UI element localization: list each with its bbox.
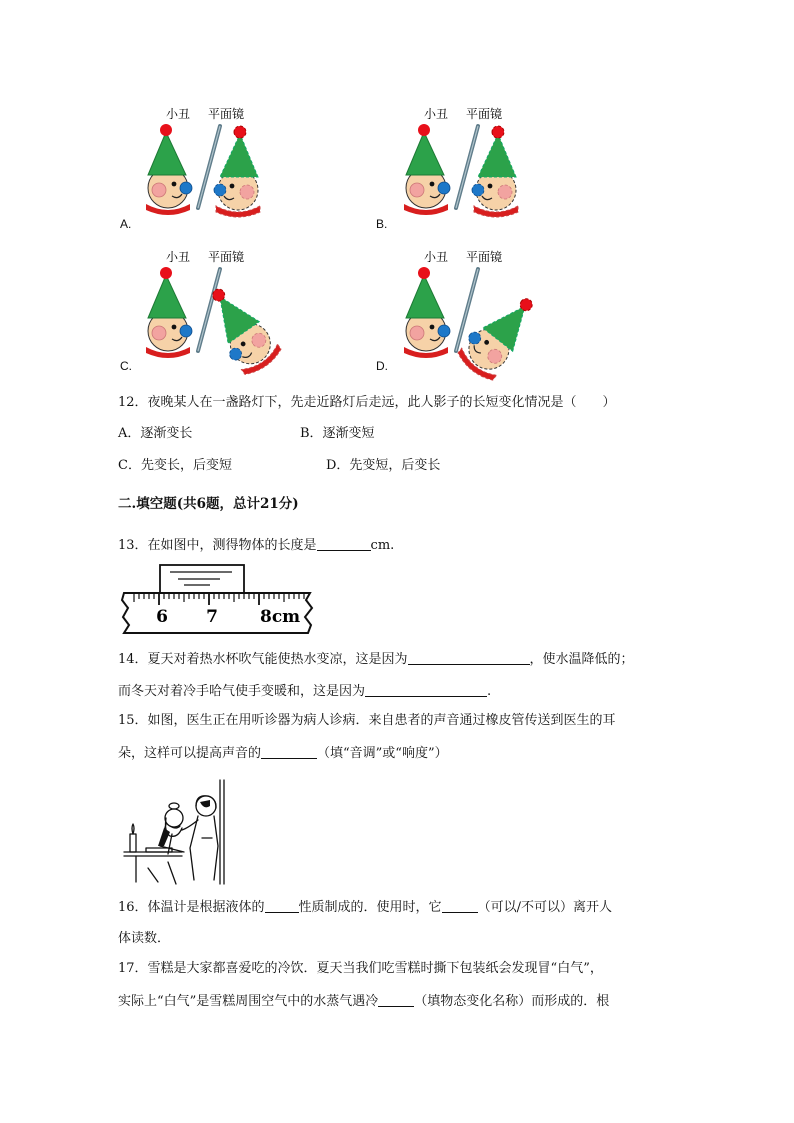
question-14-line-1	[118, 650, 634, 669]
q16-answer-blank-1[interactable]	[265, 898, 299, 913]
clown-label: 小丑	[165, 250, 191, 264]
question-15-line-1: 15．如图，医生正在用听诊器为病人诊病．来自患者的声音通过橡皮管传送到医生的耳	[118, 713, 616, 728]
q17-answer-blank[interactable]	[378, 992, 414, 1007]
clown	[404, 267, 450, 358]
mirror-figure-option-a	[126, 104, 276, 216]
clown-label: 小丑	[165, 107, 191, 121]
question-16-line-1	[118, 898, 612, 917]
question-17-line-2	[118, 992, 609, 1011]
q16-text-before: 16．体温计是根据液体的	[118, 900, 265, 915]
q12-option-b: B．逐渐变短	[300, 426, 375, 441]
q14-line2-text-after: .	[487, 684, 492, 699]
clown-image	[453, 284, 545, 384]
ruler-label-7: 7	[206, 607, 218, 627]
question-15-line-2	[118, 744, 448, 763]
clown	[146, 267, 192, 358]
q14-text-after: ，使水温降低的；	[529, 652, 634, 667]
q14-answer-blank-2[interactable]	[365, 682, 487, 697]
mirror-label: 平面镜	[465, 107, 503, 121]
measured-object	[160, 565, 244, 595]
q16-text-after: （可以/不可以）离开人	[477, 900, 612, 915]
q12-option-d: D．先变短，后变长	[326, 458, 441, 473]
clown-label: 小丑	[423, 107, 449, 121]
question-13	[118, 536, 394, 555]
question-16-line-2: 体读数．	[118, 931, 171, 946]
option-letter-b[interactable]: B.	[376, 217, 388, 231]
ruler-label-8cm: 8cm	[260, 607, 301, 627]
mirror-label: 平面镜	[465, 250, 503, 264]
q13-text-before: 13．在如图中，测得物体的长度是	[118, 538, 317, 553]
mirror-label: 平面镜	[207, 250, 245, 264]
mirror-figure-option-c	[126, 247, 276, 359]
q14-text-before: 14．夏天对着热水杯吹气能使热水变凉，这是因为	[118, 652, 408, 667]
doctor-stethoscope-illustration	[124, 776, 228, 888]
mirror-label: 平面镜	[207, 107, 245, 121]
mirror-figure-option-b	[384, 104, 534, 216]
clown-label: 小丑	[423, 250, 449, 264]
ruler-label-6: 6	[156, 607, 168, 627]
clown-image	[194, 279, 284, 380]
clown-image	[214, 126, 260, 217]
q14-answer-blank-1[interactable]	[408, 650, 530, 665]
section-2-title: 二.填空题(共6题，总计21分)	[118, 496, 299, 512]
q15-answer-blank[interactable]	[261, 744, 317, 759]
clown	[404, 124, 450, 215]
option-letter-a[interactable]: A.	[120, 217, 132, 231]
q16-text-middle: 性质制成的．使用时，它	[298, 900, 442, 915]
ruler-figure	[120, 562, 320, 642]
q12-option-a: A．逐渐变长	[118, 426, 193, 441]
q13-text-after: cm.	[370, 538, 395, 553]
question-17-line-1: 17．雪糕是大家都喜爱吃的冷饮．夏天当我们吃雪糕时撕下包装纸会发现冒“白气”，	[118, 961, 603, 976]
q17-text-after: （填物态变化名称）而形成的．根	[414, 994, 610, 1009]
q13-answer-blank[interactable]	[317, 536, 371, 551]
q12-option-c: C．先变长，后变短	[118, 458, 232, 473]
q14-line2-text-before: 而冬天对着冷手哈气使手变暖和，这是因为	[118, 684, 366, 699]
q15-text-after: （填“音调”或“响度”）	[317, 746, 448, 761]
q15-text-before: 朵，这样可以提高声音的	[118, 746, 262, 761]
clown-image	[472, 126, 518, 217]
clown	[146, 124, 192, 215]
q17-text-before: 实际上“白气”是雪糕周围空气中的水蒸气遇冷	[118, 994, 379, 1009]
option-letter-d[interactable]: D.	[376, 359, 388, 373]
question-14-line-2	[118, 682, 491, 701]
option-letter-c[interactable]: C.	[120, 359, 132, 373]
mirror-figure-option-d	[384, 247, 534, 359]
q16-answer-blank-2[interactable]	[442, 898, 478, 913]
question-12-stem: 12．夜晚某人在一盏路灯下，先走近路灯后走远，此人影子的长短变化情况是（ ）	[118, 395, 616, 410]
